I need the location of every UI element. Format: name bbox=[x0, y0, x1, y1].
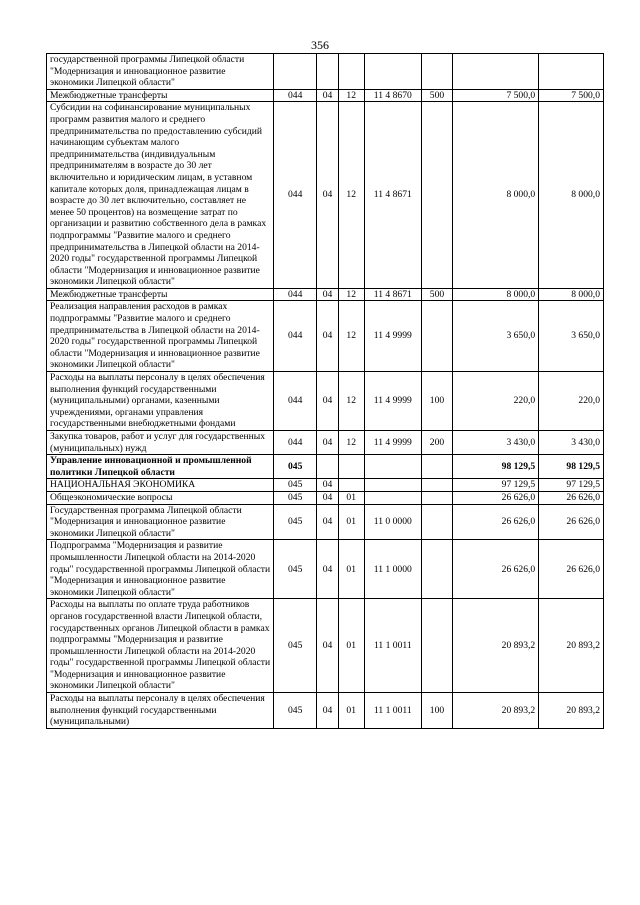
cell-ministry-code: 045 bbox=[274, 693, 317, 729]
cell-section-code: 04 bbox=[317, 479, 339, 492]
cell-sum-2: 26 626,0 bbox=[539, 504, 604, 540]
cell-expense-type: 100 bbox=[422, 693, 453, 729]
cell-sum-2: 220,0 bbox=[539, 372, 604, 431]
cell-section-code: 04 bbox=[317, 491, 339, 504]
cell-name: Субсидии на софинансирование муниципальных программ развития малого и среднего предпринимательства по предоставлению субсидий начинающим субъектам малого предпринимательства (индивидуальным предпринимателям в возрасте до 30 лет включительно и юридическим лицам, в уставном капитале которых доля, принадлежащая лицам в возрасте до 30 лет включительно, составляет не менее 50 процентов) на возмещение затрат по организации и развитию собственного дела в рамках подпрограммы "Развитие малого и среднего предпринимательства в Липецкой области на 2014-2020 годы" государственной программы Липецкой области "Модернизация и инновационное развитие экономики Липецкой области" bbox=[47, 102, 274, 289]
cell-expense-type bbox=[422, 491, 453, 504]
cell-name: Расходы на выплаты персоналу в целях обеспечения выполнения функций государственными (муниципальными) bbox=[47, 693, 274, 729]
budget-table bbox=[46, 53, 604, 729]
cell-section-code: 04 bbox=[317, 693, 339, 729]
cell-ministry-code: 044 bbox=[274, 288, 317, 301]
cell-subsection-code: 12 bbox=[338, 301, 364, 372]
cell-expense-type: 200 bbox=[422, 431, 453, 455]
cell-ministry-code: 045 bbox=[274, 479, 317, 492]
cell-ministry-code: 045 bbox=[274, 491, 317, 504]
cell-section-code: 04 bbox=[317, 89, 339, 102]
cell-section-code: 04 bbox=[317, 504, 339, 540]
table-row bbox=[47, 301, 604, 372]
cell-target-code: 11 4 9999 bbox=[364, 372, 422, 431]
cell-name: Расходы на выплаты по оплате труда работников органов государственной власти Липецкой области, государственных органов Липецкой области в рамках подпрограммы "Модернизация и развитие промышленности Липецкой области на 2014-2020 годы" государственной программы Липецкой области "Модернизация и инновационное развитие экономики Липецкой области" bbox=[47, 599, 274, 693]
cell-sum-1: 26 626,0 bbox=[452, 540, 538, 599]
table-row bbox=[47, 693, 604, 729]
cell-expense-type bbox=[422, 301, 453, 372]
cell-subsection-code: 01 bbox=[338, 599, 364, 693]
cell-expense-type bbox=[422, 54, 453, 90]
cell-subsection-code: 12 bbox=[338, 288, 364, 301]
cell-sum-2: 26 626,0 bbox=[539, 540, 604, 599]
cell-section-code: 04 bbox=[317, 431, 339, 455]
cell-ministry-code: 044 bbox=[274, 372, 317, 431]
cell-target-code bbox=[364, 54, 422, 90]
table-row bbox=[47, 455, 604, 479]
cell-subsection-code: 12 bbox=[338, 372, 364, 431]
cell-name: Государственная программа Липецкой области "Модернизация и инновационное развитие экономики Липецкой области" bbox=[47, 504, 274, 540]
cell-expense-type: 500 bbox=[422, 288, 453, 301]
cell-sum-2 bbox=[539, 54, 604, 90]
cell-subsection-code: 01 bbox=[338, 540, 364, 599]
cell-ministry-code: 044 bbox=[274, 301, 317, 372]
cell-ministry-code: 045 bbox=[274, 504, 317, 540]
cell-name: государственной программы Липецкой области "Модернизация и инновационное развитие экономики Липецкой области" bbox=[47, 54, 274, 90]
cell-expense-type bbox=[422, 504, 453, 540]
cell-subsection-code: 01 bbox=[338, 504, 364, 540]
cell-subsection-code: 01 bbox=[338, 693, 364, 729]
cell-ministry-code: 044 bbox=[274, 102, 317, 289]
cell-section-code bbox=[317, 54, 339, 90]
cell-sum-1: 20 893,2 bbox=[452, 693, 538, 729]
cell-target-code bbox=[364, 479, 422, 492]
cell-target-code: 11 1 0000 bbox=[364, 540, 422, 599]
cell-subsection-code bbox=[338, 479, 364, 492]
cell-sum-2: 3 650,0 bbox=[539, 301, 604, 372]
cell-sum-1 bbox=[452, 54, 538, 90]
cell-sum-2: 98 129,5 bbox=[539, 455, 604, 479]
cell-ministry-code: 045 bbox=[274, 540, 317, 599]
cell-target-code: 11 1 0011 bbox=[364, 693, 422, 729]
table-row bbox=[47, 504, 604, 540]
cell-section-code: 04 bbox=[317, 372, 339, 431]
cell-subsection-code: 12 bbox=[338, 102, 364, 289]
cell-ministry-code: 045 bbox=[274, 599, 317, 693]
cell-section-code: 04 bbox=[317, 540, 339, 599]
cell-sum-2: 20 893,2 bbox=[539, 599, 604, 693]
cell-sum-2: 3 430,0 bbox=[539, 431, 604, 455]
cell-sum-1: 8 000,0 bbox=[452, 288, 538, 301]
cell-name: Закупка товаров, работ и услуг для государственных (муниципальных) нужд bbox=[47, 431, 274, 455]
table-row bbox=[47, 372, 604, 431]
table-row bbox=[47, 288, 604, 301]
cell-sum-2: 7 500,0 bbox=[539, 89, 604, 102]
cell-sum-2: 97 129,5 bbox=[539, 479, 604, 492]
cell-target-code: 11 4 9999 bbox=[364, 301, 422, 372]
cell-section-code: 04 bbox=[317, 288, 339, 301]
cell-expense-type bbox=[422, 599, 453, 693]
table-row bbox=[47, 102, 604, 289]
cell-expense-type bbox=[422, 102, 453, 289]
cell-subsection-code: 12 bbox=[338, 89, 364, 102]
cell-sum-1: 3 650,0 bbox=[452, 301, 538, 372]
cell-name: Межбюджетные трансферты bbox=[47, 89, 274, 102]
cell-sum-1: 97 129,5 bbox=[452, 479, 538, 492]
cell-expense-type bbox=[422, 455, 453, 479]
cell-name: Межбюджетные трансферты bbox=[47, 288, 274, 301]
cell-sum-1: 8 000,0 bbox=[452, 102, 538, 289]
cell-subsection-code bbox=[338, 54, 364, 90]
cell-ministry-code: 045 bbox=[274, 455, 317, 479]
table-row bbox=[47, 491, 604, 504]
cell-section-code bbox=[317, 455, 339, 479]
cell-subsection-code bbox=[338, 455, 364, 479]
cell-sum-2: 20 893,2 bbox=[539, 693, 604, 729]
cell-name: Расходы на выплаты персоналу в целях обеспечения выполнения функций государственными (муниципальными) органами, казенными учреждениями, органами управления государственными внебюджетными фондами bbox=[47, 372, 274, 431]
cell-sum-2: 26 626,0 bbox=[539, 491, 604, 504]
cell-ministry-code: 044 bbox=[274, 89, 317, 102]
cell-sum-1: 3 430,0 bbox=[452, 431, 538, 455]
cell-subsection-code: 01 bbox=[338, 491, 364, 504]
cell-sum-1: 26 626,0 bbox=[452, 491, 538, 504]
cell-name: НАЦИОНАЛЬНАЯ ЭКОНОМИКА bbox=[47, 479, 274, 492]
cell-target-code bbox=[364, 491, 422, 504]
table-body bbox=[47, 54, 604, 729]
cell-target-code: 11 1 0011 bbox=[364, 599, 422, 693]
cell-expense-type: 500 bbox=[422, 89, 453, 102]
cell-name: Общеэкономические вопросы bbox=[47, 491, 274, 504]
cell-target-code: 11 4 8670 bbox=[364, 89, 422, 102]
cell-name: Управление инновационной и промышленной политики Липецкой области bbox=[47, 455, 274, 479]
table-row bbox=[47, 431, 604, 455]
cell-sum-1: 26 626,0 bbox=[452, 504, 538, 540]
cell-section-code: 04 bbox=[317, 301, 339, 372]
cell-section-code: 04 bbox=[317, 599, 339, 693]
cell-name: Подпрограмма "Модернизация и развитие промышленности Липецкой области на 2014-2020 годы" государственной программы Липецкой области "Модернизация и инновационное развитие экономики Липецкой области" bbox=[47, 540, 274, 599]
table-row bbox=[47, 89, 604, 102]
table-row bbox=[47, 54, 604, 90]
cell-sum-2: 8 000,0 bbox=[539, 102, 604, 289]
cell-target-code bbox=[364, 455, 422, 479]
cell-section-code: 04 bbox=[317, 102, 339, 289]
cell-expense-type bbox=[422, 540, 453, 599]
cell-sum-1: 7 500,0 bbox=[452, 89, 538, 102]
cell-target-code: 11 4 8671 bbox=[364, 288, 422, 301]
cell-target-code: 11 4 9999 bbox=[364, 431, 422, 455]
cell-expense-type bbox=[422, 479, 453, 492]
table-row bbox=[47, 540, 604, 599]
cell-sum-1: 220,0 bbox=[452, 372, 538, 431]
cell-sum-1: 98 129,5 bbox=[452, 455, 538, 479]
cell-sum-2: 8 000,0 bbox=[539, 288, 604, 301]
cell-subsection-code: 12 bbox=[338, 431, 364, 455]
cell-target-code: 11 4 8671 bbox=[364, 102, 422, 289]
page-number: 356 bbox=[311, 38, 329, 52]
cell-expense-type: 100 bbox=[422, 372, 453, 431]
cell-target-code: 11 0 0000 bbox=[364, 504, 422, 540]
table-row bbox=[47, 599, 604, 693]
cell-ministry-code: 044 bbox=[274, 431, 317, 455]
cell-sum-1: 20 893,2 bbox=[452, 599, 538, 693]
table-row bbox=[47, 479, 604, 492]
cell-ministry-code bbox=[274, 54, 317, 90]
cell-name: Реализация направления расходов в рамках подпрограммы "Развитие малого и среднего предпринимательства в Липецкой области на 2014-2020 годы" государственной программы Липецкой области "Модернизация и инновационное развитие экономики Липецкой области" bbox=[47, 301, 274, 372]
